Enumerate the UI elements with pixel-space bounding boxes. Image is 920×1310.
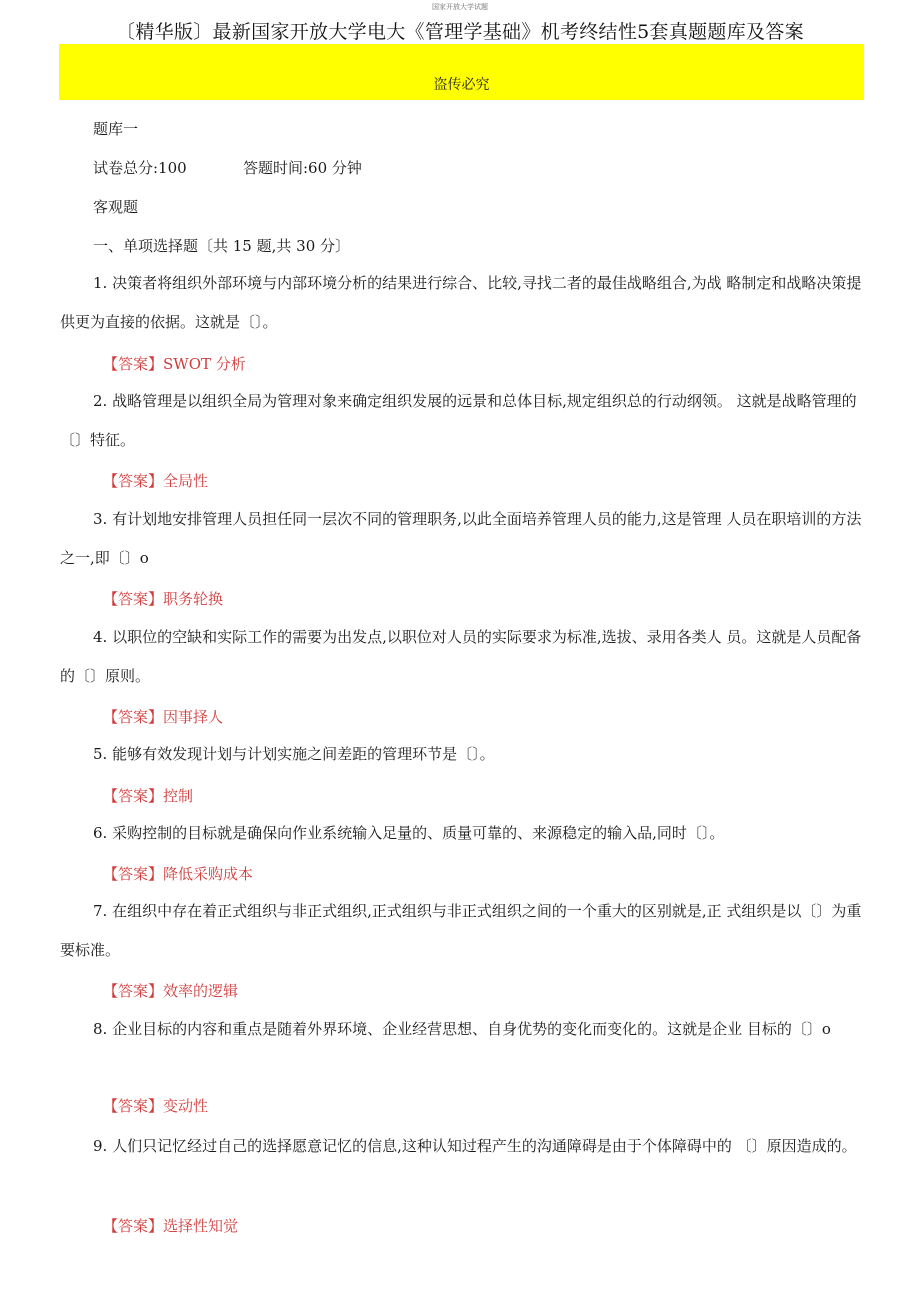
- document-title: 〔精华版〕最新国家开放大学电大《管理学基础》机考终结性5套真题题库及答案: [116, 21, 804, 43]
- bank-label: 题库一: [93, 120, 139, 138]
- question-text: 8. 企业目标的内容和重点是随着外界环境、企业经营思想、自身优势的变化而变化的。这就是企业 目标的〔〕o: [93, 1020, 831, 1038]
- answer: 【答案】效率的逻辑: [103, 982, 239, 1000]
- question-text: 1. 决策者将组织外部环境与内部环境分析的结果进行综合、比较,寻找二者的最佳战略组合,为战 略制定和战略决策提供更为直接的依据。这就是〔〕。: [60, 274, 862, 331]
- total-score: 试卷总分:100: [93, 159, 187, 177]
- answer: 【答案】降低采购成本: [103, 865, 254, 883]
- banner: [59, 44, 864, 100]
- section-single-choice: 一、单项选择题〔共 15 题,共 30 分〕: [93, 237, 351, 255]
- answer: 【答案】SWOT 分析: [103, 355, 246, 373]
- question-text: 4. 以职位的空缺和实际工作的需要为出发点,以职位对人员的实际要求为标准,选拔、录用各类人 员。这就是人员配备的〔〕原则。: [60, 628, 862, 685]
- question-text: 5. 能够有效发现计划与计划实施之间差距的管理环节是〔〕。: [93, 745, 495, 763]
- banner-text: 盗传必究: [433, 77, 490, 93]
- exam-meta: [93, 157, 362, 178]
- answer: 【答案】变动性: [103, 1097, 209, 1115]
- question-text: 2. 战略管理是以组织全局为管理对象来确定组织发展的远景和总体目标,规定组织总的行动纲领。 这就是战略管理的〔〕特征。: [60, 392, 857, 449]
- answer: 【答案】因事择人: [103, 708, 224, 726]
- header-note: 国家开放大学试题: [432, 3, 488, 11]
- question-text: 7. 在组织中存在着正式组织与非正式组织,正式组织与非正式组织之间的一个重大的区别就是,正 式组织是以〔〕为重要标准。: [60, 902, 862, 959]
- answer: 【答案】全局性: [103, 472, 209, 490]
- section-objective: 客观题: [93, 198, 139, 216]
- exam-time: 答题时间:60 分钟: [243, 159, 362, 177]
- question-text: 6. 采购控制的目标就是确保向作业系统输入足量的、质量可靠的、来源稳定的输入品,同时〔〕。: [93, 824, 725, 842]
- question-text: 3. 有计划地安排管理人员担任同一层次不同的管理职务,以此全面培养管理人员的能力,这是管理 人员在职培训的方法之一,即〔〕o: [60, 510, 862, 567]
- question-text: 9. 人们只记忆经过自己的选择愿意记忆的信息,这种认知过程产生的沟通障碍是由于个体障碍中的 〔〕原因造成的。: [93, 1137, 857, 1155]
- answer: 【答案】控制: [103, 787, 194, 805]
- answer: 【答案】职务轮换: [103, 590, 224, 608]
- answer: 【答案】选择性知觉: [103, 1217, 239, 1235]
